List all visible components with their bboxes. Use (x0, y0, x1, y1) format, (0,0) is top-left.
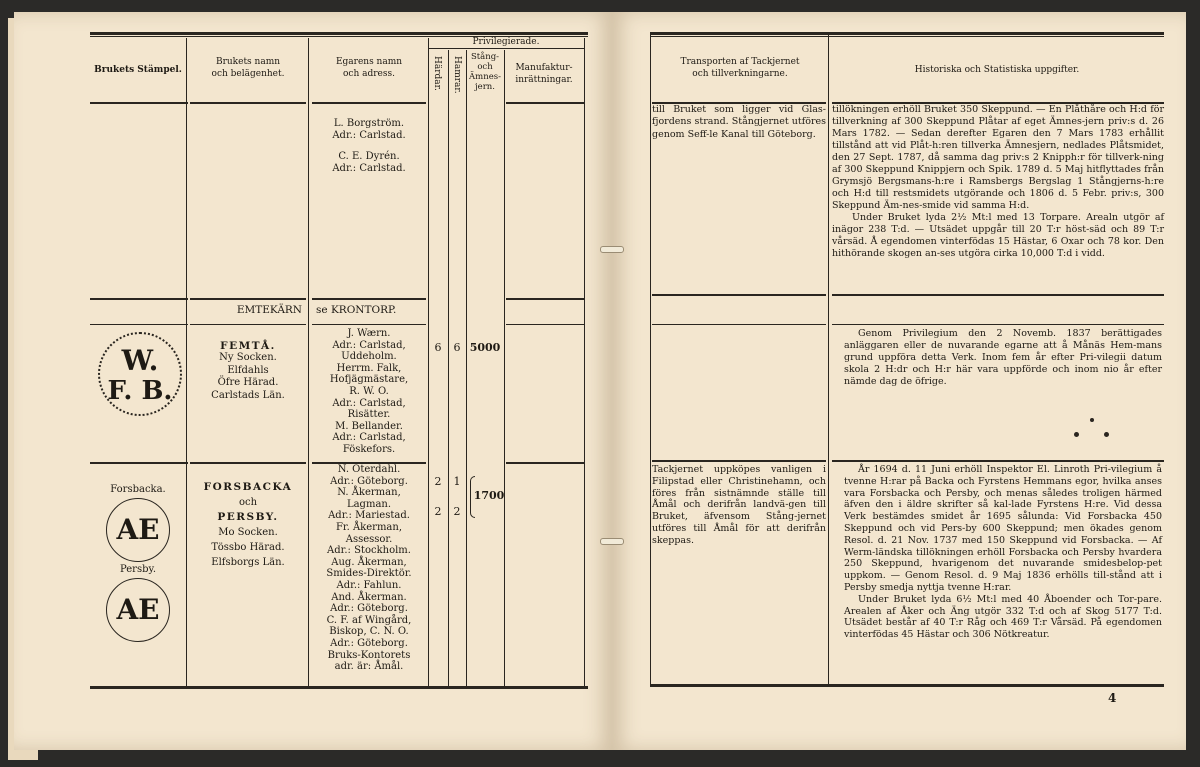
binding-thread (600, 246, 624, 253)
left-page (14, 12, 612, 750)
forsbacka-hamrar-1: 1 (453, 475, 461, 488)
forsbacka-owners: N. Oterdahl. Adr.: Göteborg. N. Åkerman, Lagman. Adr.: Mariestad. Fr. Åkerman, Assessor. Adr.: Stockholm. Aug. Åkerman, Smides-Direktör. Adr.: Fahlun. And. Åkerman. Adr.: Göteborg. C. F. af Wingård, Biskop, C. N. O. Adr.: Göteborg. Bruks-Kontorets adr. är: Åmål. (326, 464, 412, 673)
header-transport: Transporten af Tackjernet och tillverkningarne. (680, 57, 800, 79)
forsbacka-hardar-2: 2 (434, 505, 442, 518)
emtekarn-ref: se KRONTORP. (316, 304, 397, 316)
row3-transport: Tackjernet uppköpes vanligen i Filipstad eller Christinehamn, och föres från sistnämnde ställe till Åmål och derifrån landvä-gen till Bruket, äfvensom Stång-jernet utföres till Åmål för att derifrån skeppas. (652, 464, 826, 546)
persby-stamp-label: Persby. (119, 564, 156, 575)
header-manufaktur: Manufaktur- inrättningar. (515, 63, 573, 85)
header-stang: Stång- och Ämnes- jern. (469, 52, 501, 92)
row1-owners: L. Borgström. Adr.: Carlstad. C. E. Dyrén. Adr.: Carlstad. (332, 118, 406, 175)
row1-transport: till Bruket som ligger vid Glas-fjordens strand. Stångjernet utföres genom Seff-le Kanal till Göteborg. (652, 104, 826, 140)
header-hamrar: Hamrar. (452, 56, 462, 94)
row3-history: År 1694 d. 11 Juni erhöll Inspektor El. Linroth Pri-vilegium å tvenne H:rar på Backa och Fyrstens Hemmans egor, hvilka anses vara Forsbacka och Persby, och menas således troligen härmed äfven den i äldre skrifter så kal-lade Fyrstens H:re. Vid dessa Verk bestämdes smidet år 1695 sålunda: Vid Forsbacka 450 Skeppund och vid Pers-by 600 Skeppund; men ökades genom Resol. d. 21 Nov. 1737 med 150 Skeppund vid Forsbacka. — Af Werm-ländska tillökningen erhöll Forsbacka och Persby hvardera 250 Skeppund, hvarigenom det nuvarande smidesbelop-pet uppkom. — Genom Resol. d. 9 Maj 1836 erhölls till-stånd att i Persby smedja nyttja tvenne H:rar. Under Bruket lyda 6½ Mt:l med 40 Åboender och Tor-pare. Arealen af Åker och Äng utgör 332 T:d och af Skog 5177 T:d. Utsädet består af 40 T:r Råg och 469 T:r Vårsäd. På egendomen vinterfödas 45 Hästar och 306 Nötkreatur. (844, 464, 1162, 641)
forsbacka-stamp-label: Forsbacka. (110, 484, 166, 495)
header-privileged: Privilegierade. (472, 37, 540, 47)
femta-hardar: 6 (434, 341, 442, 354)
forsbacka-name: FORSBACKA (203, 481, 293, 493)
forsbacka-hardar-1: 2 (434, 475, 442, 488)
wfb-stamp: W. F. B. (98, 332, 182, 416)
ink-spot (1104, 432, 1109, 437)
top-rule (90, 32, 588, 35)
bottom-rule (90, 686, 588, 689)
row1-history: tillökningen erhöll Bruket 350 Skeppund. — En Plåthåre och H:d för tillverkning af 300 Skeppund Plåtar af eget Ämnes-jern priv:s d. 26 Mars 1782. — Sedan derefter Egaren den 7 Mars 1783 erhållit tillstånd att vid Plåt-h:ren tillverka Ämnesjern, nedlades Plåtsmidet, den 27 Sept. 1787, då samma dag priv:s 2 Knipph:r för tillverk-ning af 300 Skeppund Knippjern och Spik. 1789 d. 5 Maj hitflyttades från Grymsjö Bergsmans-h:re i Ramsbergs Bergslag 1 Stångjerns-h:re och H:d till restsmidets utgörande och 1806 d. 5 Febr. priv:s, 300 Skeppund Äm-nes-smide vid samma H:d. Under Bruket lyda 2½ Mt:l med 13 Torpare. Arealn utgör af inägor 238 T:d. — Utsädet uppgår till 20 T:r höst-säd och 89 T:r vårsäd. Å egendomen vinterfödas 15 Hästar, 6 Oxar och 78 kor. Den hithörande skogen an-ses utgöra cirka 10,000 T:d i vidd. (832, 104, 1164, 259)
row2-history: Genom Privilegium den 2 Novemb. 1837 berättigades anläggaren eller de nuvarande egarne att å Månäs Hem-mans grund uppföra detta Verk. Inom fem år efter Pri-vilegii datum skola 2 H:dr och H:r här vara uppförde och inom nio år efter nämde dag de öfrige. (844, 328, 1162, 387)
right-page (612, 12, 1186, 750)
header-hardar: Härdar. (432, 56, 442, 91)
header-owner: Egarens namn och adress. (335, 57, 403, 79)
femta-location: FEMTÅ. Ny Socken. Elfdahls Öfre Härad. Carlstads Län. (188, 340, 308, 402)
header-name: Brukets namn och belägenhet. (211, 57, 285, 79)
page-number: 4 (1108, 691, 1117, 705)
header-stamp: Brukets Stämpel. (94, 65, 182, 75)
forsbacka-hamrar-2: 2 (453, 505, 461, 518)
femta-jern: 5000 (469, 341, 501, 354)
ink-spot (1074, 432, 1079, 437)
persby-name: PERSBY. (217, 511, 279, 523)
femta-hamrar: 6 (453, 341, 461, 354)
femta-name: FEMTÅ. (220, 340, 276, 352)
emtekarn-name: EMTEKÄRN (236, 304, 302, 316)
femta-owners: J. Wærn. Adr.: Carlstad, Uddeholm. Herrm. Falk, Hofjägmästare, R. W. O. Adr.: Carlstad, Risätter. M. Bellander. Adr.: Carlstad, Föskefors. (329, 328, 409, 455)
ink-spot (1090, 418, 1094, 422)
ae-stamp-forsbacka: AE (106, 498, 170, 562)
forsbacka-jern: 1700 (473, 489, 505, 502)
ae-stamp-persby: AE (106, 578, 170, 642)
binding-thread (600, 538, 624, 545)
forsbacka-location: FORSBACKA och PERSBY. Mo Socken. Tössbo Härad. Elfsborgs Län. (188, 480, 308, 570)
header-historiska: Historiska och Statistiska uppgifter. (914, 65, 1080, 75)
